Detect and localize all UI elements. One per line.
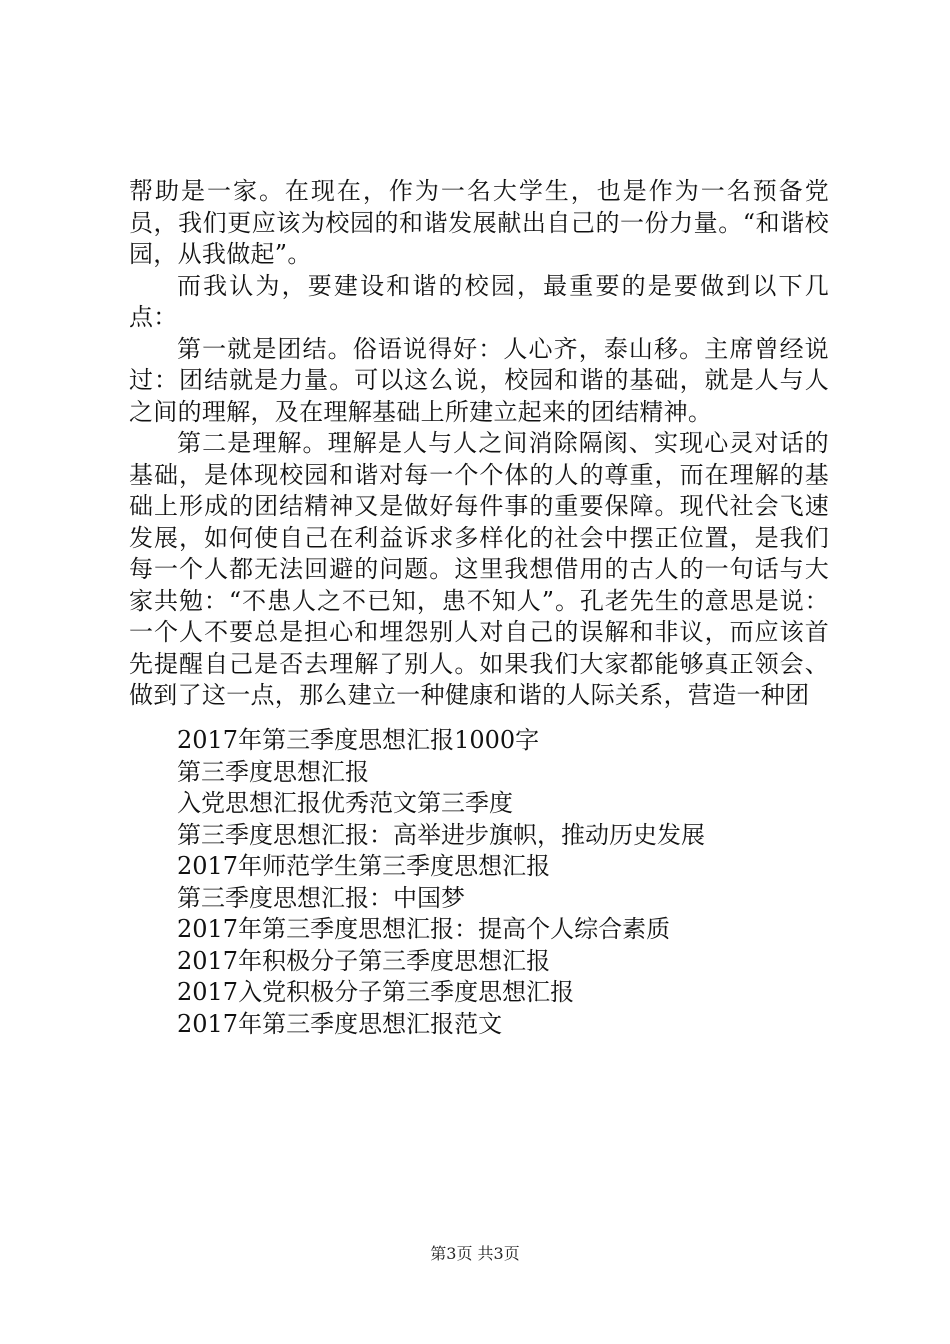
related-link[interactable]: 2017年第三季度思想汇报范文 bbox=[177, 1009, 503, 1038]
paragraph-1: 帮助是一家。在现在，作为一名大学生，也是作为一名预备党员，我们更应该为校园的和谐发展献出自己的一份力量。“和谐校园，从我做起”。 bbox=[129, 177, 829, 268]
related-link[interactable]: 2017年第三季度思想汇报：提高个人综合素质 bbox=[177, 915, 671, 943]
paragraph-4: 第二是理解。理解是人与人之间消除隔阂、实现心灵对话的基础，是体现校园和谐对每一个个体的人的尊重，而在理解的基础上形成的团结精神又是做好每件事的重要保障。现代社会飞速发展，如何使自己在利益诉求多样化的社会中摆正位置，是我们每一个人都无法回避的问题。这里我想借用的古人的一句话与大家共勉：“不患人之不已知，患不知人”。孔老先生的意思是说：一个人不要总是担心和埋怨别人对自己的误解和非议，而应该首先提醒自己是否去理解了别人。如果我们大家都能够真正领会、做到了这一点，那么建立一种健康和谐的人际关系，营造一种团 bbox=[129, 429, 829, 709]
body-text bbox=[129, 176, 829, 712]
related-link[interactable]: 第三季度思想汇报：高举进步旗帜，推动历史发展 bbox=[177, 820, 705, 849]
related-link[interactable]: 2017年第三季度思想汇报1000字 bbox=[177, 726, 540, 754]
related-link[interactable]: 2017年师范学生第三季度思想汇报 bbox=[177, 852, 551, 880]
related-link[interactable]: 2017入党积极分子第三季度思想汇报 bbox=[177, 978, 575, 1006]
related-link[interactable]: 2017年积极分子第三季度思想汇报 bbox=[177, 946, 551, 975]
related-link[interactable]: 第三季度思想汇报：中国梦 bbox=[177, 883, 465, 912]
paragraph-3: 第一就是团结。俗语说得好：人心齐，泰山移。主席曾经说过：团结就是力量。可以这么说，校园和谐的基础，就是人与人之间的理解，及在理解基础上所建立起来的团结精神。 bbox=[129, 334, 829, 426]
page-footer bbox=[0, 1244, 950, 1264]
related-link[interactable]: 第三季度思想汇报 bbox=[177, 757, 369, 786]
page-number: 第3页 共3页 bbox=[430, 1244, 520, 1263]
paragraph-2: 而我认为，要建设和谐的校园，最重要的是要做到以下几点： bbox=[129, 271, 829, 331]
related-link[interactable]: 入党思想汇报优秀范文第三季度 bbox=[177, 789, 513, 817]
related-links-list bbox=[177, 725, 837, 1040]
